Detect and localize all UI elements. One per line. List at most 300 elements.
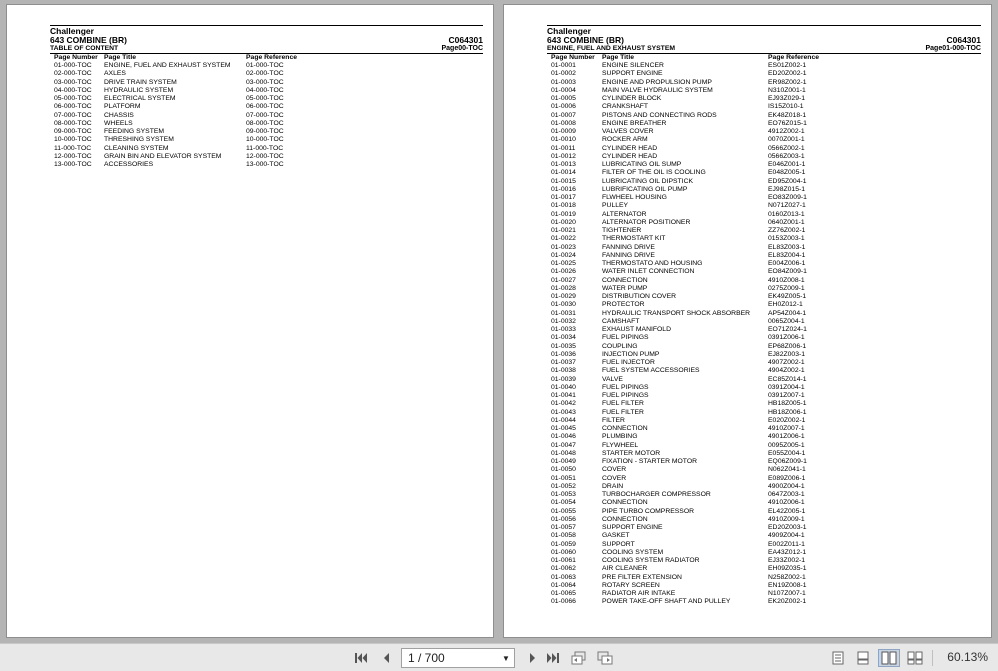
next-page-icon[interactable] [524,649,542,667]
page-number-cell: 01-0054 [551,499,576,507]
page-number-cell: 01-0058 [551,532,576,540]
facing-pages-icon[interactable] [878,649,900,667]
page-title-cell: DISTRIBUTION COVER [602,293,677,300]
document-page-left [6,4,494,638]
table-row [547,136,981,144]
page-title-cell: ENGINE SILENCER [602,62,664,69]
parts-table-body [547,62,981,607]
page-reference-cell: 07-000-TOC [246,111,284,119]
page-reference-cell: 0070Z001-1 [768,136,805,144]
page-reference-cell: EL42Z005-1 [768,507,806,515]
page-number-cell: 01-0045 [551,425,576,432]
page-reference-cell: E089Z006-1 [768,474,806,482]
page-number-cell: 01-0030 [551,301,576,309]
page-title-cell: FUEL FILTER [602,400,644,408]
page-reference-cell: N258Z002-1 [768,573,806,581]
page-number-cell: 01-0003 [551,78,576,86]
page-title-cell: THERMOSTART KIT [602,235,666,243]
table-row [547,475,981,483]
page-number-cell: 10-000-TOC [54,136,92,144]
page-reference-cell: ZZ76Z002-1 [768,227,806,234]
table-row [547,128,981,136]
page-reference-cell: ED95Z004-1 [768,177,807,185]
page-reference-cell: 0566Z002-1 [768,144,805,152]
table-row [547,524,981,532]
page-reference-cell: E046Z001-1 [768,161,806,168]
page-reference-cell: EK49Z005-1 [768,293,807,300]
page-reference: Page01-000-TOC [925,45,981,52]
page-title-cell: RADIATOR AIR INTAKE [602,590,676,597]
page-title-cell: AXLES [104,70,126,78]
page-title-cell: COOLING SYSTEM [602,548,664,556]
table-row [547,252,981,260]
page-title-cell: FILTER OF THE OIL IS COOLING [602,169,706,177]
page-reference-cell: 4909Z004-1 [768,532,805,540]
page-title-cell: FLYWHEEL [602,441,639,449]
table-row [547,343,981,351]
page-title-cell: COVER [602,466,627,474]
page-reference-cell: EO76Z015-1 [768,119,807,127]
page-reference-cell: 06-000-TOC [246,103,284,111]
table-row [50,128,483,136]
table-row [547,202,981,210]
column-header: Page Number [54,54,98,61]
page-reference-cell: 11-000-TOC [246,144,284,152]
page-title-cell: THERMOSTATO AND HOUSING [602,260,703,267]
page-title-cell: CLEANING SYSTEM [104,144,169,152]
table-row [50,112,483,120]
table-row [547,425,981,433]
page-title-cell: COOLING SYSTEM RADIATOR [602,557,700,564]
column-header: Page Title [602,54,634,61]
page-reference-cell: 0566Z003-1 [768,152,805,160]
table-row [547,598,981,606]
page-number-cell: 01-0046 [551,433,576,441]
page-reference-cell: EJ33Z002-1 [768,557,806,564]
page-title-cell: CYLINDER HEAD [602,152,658,160]
last-page-icon[interactable] [544,649,562,667]
table-row [547,318,981,326]
page-title-cell: TURBOCHARGER COMPRESSOR [602,491,711,498]
page-number-cell: 01-000-TOC [54,62,92,69]
table-row [547,565,981,573]
table-row [547,442,981,450]
page-number-cell: 01-0005 [551,95,576,102]
page-reference-cell: EH0Z012-1 [768,301,803,309]
table-row [547,582,981,590]
page-title-cell: SUPPORT [602,540,635,548]
table-row [547,120,981,128]
page-number-cell: 01-0011 [551,144,576,152]
page-reference-cell: IS15Z010-1 [768,103,804,111]
brand-name: Challenger [50,26,94,36]
page-number-cell: 07-000-TOC [54,111,92,119]
table-row [547,549,981,557]
page-title-cell: COUPLING [602,342,638,350]
page-number-cell: 01-0051 [551,474,576,482]
page-title-cell: SUPPORT ENGINE [602,70,663,78]
table-row [547,95,981,103]
page-number-cell: 01-0002 [551,70,576,78]
page-reference-cell: EJ82Z003-1 [768,350,806,358]
page-title-cell: VALVES COVER [602,128,654,135]
table-row [547,219,981,227]
table-row [547,376,981,384]
page-title-cell: ELECTRICAL SYSTEM [104,95,176,102]
page-number-cell: 01-0026 [551,268,576,276]
page-number-cell: 01-0065 [551,590,576,597]
parts-table [547,54,981,607]
page-number-select[interactable] [401,648,515,668]
table-row [547,87,981,95]
document-title: 643 COMBINE (BR) [547,35,624,45]
page-title-cell: PLUMBING [602,433,638,441]
table-row [547,161,981,169]
page-reference-cell: 01-000-TOC [246,62,284,69]
page-reference-cell: EO71Z024-1 [768,326,807,333]
page-reference-cell: EL83Z003-1 [768,243,806,251]
section-header [547,45,981,54]
page-reference-cell: N062Z041-1 [768,466,806,474]
table-row [50,153,483,161]
page-number-cell: 01-0041 [551,392,576,399]
table-row [547,367,981,375]
page-reference-cell: AP54Z004-1 [768,309,807,317]
page-title-cell: WHEELS [104,119,133,127]
column-header: Page Number [551,54,595,61]
page-number-cell: 01-0012 [551,152,576,160]
page-number-cell: 01-0059 [551,540,576,548]
page-number-cell: 01-0036 [551,350,576,358]
previous-page-icon[interactable] [377,649,395,667]
page-reference-cell: 0095Z005-1 [768,441,805,449]
table-row [547,334,981,342]
page-title-cell: CONNECTION [602,276,648,284]
page-title-cell: FUEL PIPINGS [602,334,649,342]
table-header-row [547,54,981,62]
table-row [547,351,981,359]
page-title-cell: WATER INLET CONNECTION [602,268,695,276]
page-number-cell: 01-0029 [551,293,576,300]
page-number-cell: 08-000-TOC [54,119,92,127]
table-row [547,112,981,120]
page-title-cell: FANNING DRIVE [602,243,655,251]
table-header-row [50,54,483,62]
page-number-cell: 01-0064 [551,581,576,589]
page-reference: Page00-TOC [441,45,483,52]
column-header: Page Reference [768,54,820,61]
page-number-cell: 01-0009 [551,128,576,135]
page-reference-cell: N107Z007-1 [768,590,806,597]
page-reference-cell: 12-000-TOC [246,152,284,160]
column-header: Page Title [104,54,136,61]
table-row [547,458,981,466]
brand-name: Challenger [547,26,591,36]
page-number-cell: 06-000-TOC [54,103,92,111]
table-row [547,392,981,400]
page-number-cell: 01-0040 [551,383,576,391]
table-row [547,145,981,153]
table-row [547,62,981,70]
document-page-right [503,4,992,638]
table-row [547,211,981,219]
table-row [547,433,981,441]
toc-table [50,54,483,169]
table-row [547,326,981,334]
page-reference-cell: 08-000-TOC [246,119,284,127]
table-row [547,235,981,243]
page-number-cell: 01-0044 [551,416,576,424]
page-number-cell: 12-000-TOC [54,152,92,160]
page-number-cell: 01-0049 [551,458,576,465]
page-title-cell: FEEDING SYSTEM [104,128,165,135]
document-code: C064301 [946,35,981,45]
page-number-cell: 01-0028 [551,284,576,292]
page-title-cell: GASKET [602,532,630,540]
page-reference-cell: 4910Z008-1 [768,276,805,284]
page-number-cell: 01-0039 [551,375,576,383]
page-reference-cell: 10-000-TOC [246,136,284,144]
document-code: C064301 [448,35,483,45]
page-reference-cell: 4912Z002-1 [768,128,805,135]
page-title-cell: LUBRICATING OIL SUMP [602,161,682,168]
page-title-cell: FANNING DRIVE [602,251,655,259]
page-title-cell: CAMSHAFT [602,317,640,325]
page-number-cell: 01-0048 [551,449,576,457]
table-row [547,508,981,516]
page-reference-cell: EK20Z002-1 [768,598,807,606]
page-title-cell: PISTONS AND CONNECTING RODS [602,111,717,119]
page-title-cell: FIXATION - STARTER MOTOR [602,458,698,465]
page-title-cell: ENGINE, FUEL AND EXHAUST SYSTEM [104,62,231,69]
page-reference-cell: 0153Z003-1 [768,235,805,243]
page-title-cell: THRESHING SYSTEM [104,136,174,144]
table-row [547,277,981,285]
table-row [547,491,981,499]
page-number-cell: 01-0013 [551,161,576,168]
chevron-down-icon[interactable]: ▼ [502,653,510,663]
page-reference-cell: E020Z002-1 [768,416,806,424]
page-number-cell: 01-0038 [551,367,576,375]
section-header [50,45,483,54]
page-number-cell: 02-000-TOC [54,70,92,78]
page-reference-cell: 4900Z004-1 [768,482,805,490]
page-title-cell: FUEL FILTER [602,408,644,416]
table-row [50,70,483,78]
page-number-cell: 01-0027 [551,276,576,284]
page-reference-cell: EL83Z004-1 [768,251,806,259]
page-reference-cell: 0391Z006-1 [768,334,805,342]
page-title-cell: INJECTION PUMP [602,350,660,358]
page-number-cell: 01-0047 [551,441,576,449]
page-number-cell: 01-0016 [551,185,576,193]
page-number-cell: 01-0033 [551,326,576,333]
page-number-cell: 01-0035 [551,342,576,350]
table-row [547,70,981,78]
page-title-cell: PLATFORM [104,103,141,111]
section-title: ENGINE, FUEL AND EXHAUST SYSTEM [547,45,676,52]
table-row [547,516,981,524]
page-title-cell: ALTERNATOR POSITIONER [602,218,691,226]
page-reference-cell: EP68Z006-1 [768,342,807,350]
page-title-cell: ROCKER ARM [602,136,648,144]
table-row [547,103,981,111]
page-reference-cell: 03-000-TOC [246,78,284,86]
page-title-cell: FUEL PIPINGS [602,392,649,399]
table-row [50,79,483,87]
page-reference-cell: 4907Z002-1 [768,359,805,366]
table-row [547,483,981,491]
page-title-cell: FUEL SYSTEM ACCESSORIES [602,367,700,375]
table-row [50,87,483,95]
table-row [547,557,981,565]
table-row [547,268,981,276]
page-number-cell: 01-0014 [551,169,576,177]
header-row [50,36,483,45]
table-row [547,310,981,318]
page-title-cell: ALTERNATOR [602,210,647,218]
page-title-cell: STARTER MOTOR [602,449,661,457]
page-number-cell: 01-0020 [551,218,576,226]
table-row [547,227,981,235]
page-title-cell: COVER [602,474,627,482]
page-reference-cell: HB18Z005-1 [768,400,807,408]
page-number-cell: 01-0061 [551,557,576,564]
table-row [50,120,483,128]
viewer-toolbar [0,643,998,671]
page-title-cell: ENGINE BREATHER [602,119,667,127]
page-reference-cell: ED20Z003-1 [768,524,807,531]
page-reference-cell: 0391Z007-1 [768,392,805,399]
page-reference-cell: E004Z006-1 [768,260,806,267]
page-reference-cell: HB18Z006-1 [768,408,807,416]
page-reference-cell: E055Z004-1 [768,449,806,457]
page-reference-cell: 0391Z004-1 [768,383,805,391]
page-title-cell: LUBRICATING OIL DIPSTICK [602,177,694,185]
page-reference-cell: ES01Z002-1 [768,62,807,69]
first-page-icon[interactable] [352,649,370,667]
page-number-cell: 01-0010 [551,136,576,144]
page-title-cell: FILTER [602,416,625,424]
page-reference-cell: 0275Z009-1 [768,284,805,292]
page-title-cell: EXHAUST MANIFOLD [602,326,671,333]
page-reference-cell: 4910Z007-1 [768,425,805,432]
continuous-page-icon[interactable] [854,649,872,667]
table-row [547,186,981,194]
page-reference-cell: 04-000-TOC [246,86,284,94]
table-row [547,293,981,301]
table-row [547,384,981,392]
page-reference-cell: EO83Z009-1 [768,194,807,201]
page-reference-cell: EJ93Z029-1 [768,95,806,102]
single-page-icon[interactable] [829,649,847,667]
page-number-cell: 01-0057 [551,524,576,531]
page-title-cell: MAIN VALVE HYDRAULIC SYSTEM [602,86,713,94]
page-title-cell: ROTARY SCREEN [602,581,660,589]
table-row [547,466,981,474]
page-number-cell: 01-0062 [551,565,576,573]
page-reference-cell: EH09Z035-1 [768,565,807,573]
page-number-cell: 01-0008 [551,119,576,127]
page-number-cell: 01-0032 [551,317,576,325]
page-number-cell: 01-0042 [551,400,576,408]
page-reference-cell: ED20Z002-1 [768,70,807,78]
page-reference-cell: 0640Z001-1 [768,218,805,226]
zoom-level[interactable]: 60.13% [947,650,988,664]
page-reference-cell: 09-000-TOC [246,128,284,135]
next-view-icon[interactable] [596,649,614,667]
page-reference-cell: E048Z005-1 [768,169,806,177]
page-reference-cell: E002Z011-1 [768,540,805,548]
table-row [547,417,981,425]
page-number-cell: 01-0004 [551,86,576,94]
page-title-cell: AIR CLEANER [602,565,648,573]
page-number-cell: 01-0056 [551,515,576,523]
page-number-cell: 01-0007 [551,111,576,119]
page-number-cell: 01-0043 [551,408,576,416]
table-row [547,301,981,309]
page-number-cell: 01-0063 [551,573,576,581]
page-number-cell: 03-000-TOC [54,78,92,86]
page-number-cell: 01-0018 [551,202,576,210]
page-number-cell: 04-000-TOC [54,86,92,94]
page-title-cell: LUBRIFICATING OIL PUMP [602,185,688,193]
page-title-cell: ACCESSORIES [104,161,154,168]
header-row [547,36,981,45]
page-reference-cell: N071Z027-1 [768,202,806,210]
table-row [50,161,483,169]
page-number-cell: 13-000-TOC [54,161,92,168]
page-number-cell: 01-0006 [551,103,576,111]
toc-table-body [50,62,483,169]
page-title-cell: VALVE [602,375,623,383]
page-reference-cell: EK48Z018-1 [768,111,807,119]
page-title-cell: WATER PUMP [602,284,648,292]
table-row [547,359,981,367]
page-number-cell: 01-0031 [551,309,576,317]
page-reference-cell: 4904Z002-1 [768,367,805,375]
table-row [547,541,981,549]
table-row [547,169,981,177]
page-number-cell: 01-0001 [551,62,576,69]
page-number-cell: 09-000-TOC [54,128,92,135]
page-reference-cell: EA43Z012-1 [768,548,807,556]
table-row [547,285,981,293]
page-number-cell: 01-0060 [551,548,576,556]
continuous-facing-icon[interactable] [906,649,924,667]
document-title: 643 COMBINE (BR) [50,35,127,45]
page-title-cell: SUPPORT ENGINE [602,524,663,531]
page-title-cell: CYLINDER BLOCK [602,95,662,102]
page-title-cell: PROTECTOR [602,301,645,309]
table-row [50,136,483,144]
table-row [50,145,483,153]
page-reference-cell: EJ98Z015-1 [768,185,806,193]
page-title-cell: FUEL PIPINGS [602,383,649,391]
page-number-cell: 01-0034 [551,334,576,342]
left-page-content [50,25,483,169]
section-title: TABLE OF CONTENT [50,45,119,52]
table-row [547,178,981,186]
previous-view-icon[interactable] [570,649,588,667]
page-number-cell: 01-0052 [551,482,576,490]
page-title-cell: HYDRAULIC SYSTEM [104,86,174,94]
table-row [547,574,981,582]
table-row [547,409,981,417]
page-reference-cell: EN19Z008-1 [768,581,807,589]
page-indicator[interactable]: 1 / 700 [408,651,445,665]
page-number-cell: 01-0037 [551,359,576,366]
